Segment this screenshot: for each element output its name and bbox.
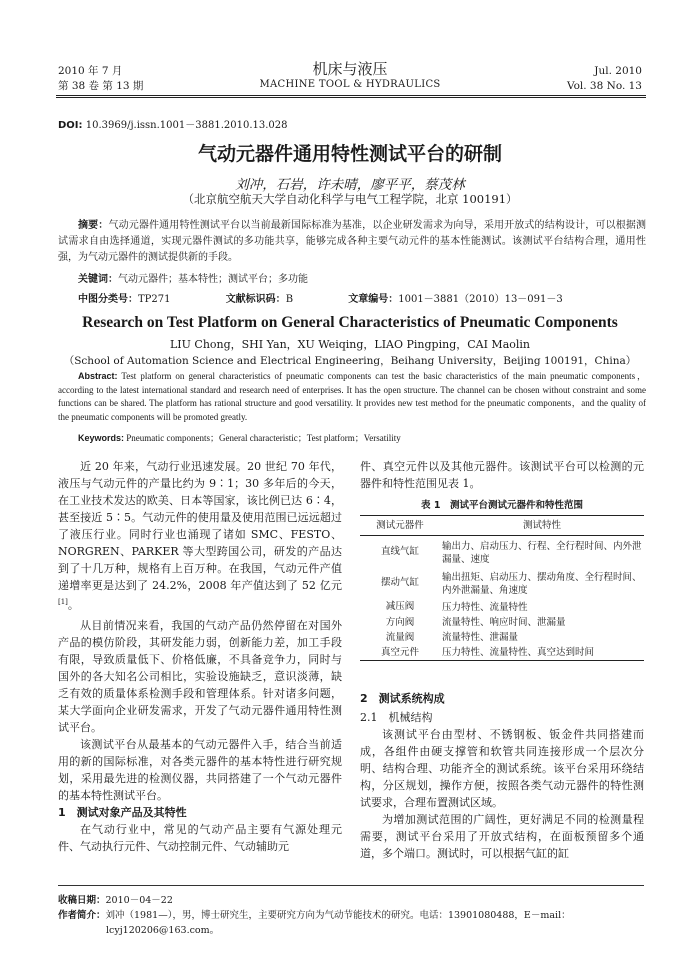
abstract-cn-text: 气动元器件通用特性测试平台以当前最新国际标准为基准，以企业研发需求为向导，采用开放式的结构设计，可以根据测试需求自由选择通道，实现元器件测试的多功能共享，能够完成各种主要气动元件的基本性能测试。该测试平台结构合理，通用性强，为气动元器件的测试提供新的手段。 [58, 220, 647, 263]
keywords-cn [78, 272, 308, 288]
header-rule-2 [56, 97, 646, 98]
table-row [360, 536, 644, 568]
paragraph-open-structure: 为增加测试范围的广阔性，更好满足不同的检测量程需要，测试平台采用了开放式结构，在面板预留多个通道，多个端口。测试时，可以根据气缸的缸 [360, 813, 644, 860]
header-volume-en: Vol. 38 No. 13 [566, 80, 642, 92]
body-right-column-top [360, 458, 644, 492]
page-title-en: Research on Test Platform on General Characteristics of Pneumatic Components [82, 314, 618, 331]
table-row [360, 598, 644, 615]
abstract-cn-label: 摘要： [78, 220, 109, 231]
journal-name-en: MACHINE TOOL & HYDRAULICS [259, 79, 441, 90]
keywords-cn-text: 气动元器件；基本特性；测试平台；多功能 [118, 274, 308, 285]
table-cell: 压力特性、流量特性 [442, 602, 528, 613]
body-left-column [58, 458, 342, 855]
table-cell: 流量特性、泄漏量 [442, 632, 519, 643]
table-cell: 压力特性、流量特性、真空达到时间 [440, 645, 644, 661]
paragraph-platform-overview: 该测试平台从最基本的气动元器件入手，结合当前适用的新的国际标准，对各类元器件的基本特性进行研究规划，采用最先进的检测仪器，共同搭建了一个气动元器件的基本特性测试平台。 [58, 737, 342, 802]
journal-name-cn: 机床与液压 [312, 60, 388, 78]
citation-ref[interactable]: [1] [58, 598, 68, 606]
doi-value: 10.3969/j.issn.1001－3881.2010.13.028 [85, 120, 288, 131]
table-row [360, 567, 644, 598]
paragraph-mechanical-structure: 该测试平台由型材、不锈钢板、钣金件共同搭建而成，各组件由硬支撑管和软管共同连接形成一个层次分明、结构合理、功能齐全的测试系统。该平台采用环绕结构，分区规划，操作方便，按照各类气动元器件的特性测试要求，合理布置测试区域。 [360, 728, 644, 809]
table-cell: 方向阀 [385, 617, 415, 628]
table-cell: 输出力、启动压力、行程、全行程时间、内外泄漏量、速度 [442, 541, 642, 565]
section-heading-2: 2 测试系统构成 [360, 692, 445, 705]
table-cell: 直线气缸 [380, 546, 419, 557]
authors-cn: 刘冲，石岩，许未晴，廖平平，蔡茂林 [235, 177, 465, 193]
classification-row [78, 290, 615, 305]
table-header-component: 测试元器件 [360, 516, 440, 536]
journal-name [220, 60, 480, 92]
author-bio: 作者简介：刘冲（1981—），男，博士研究生，主要研究方向为气动节能技术的研究。电话：13901080488，E－mail：lcyj120206@163.com。 [58, 910, 571, 936]
table-cell: 流量阀 [385, 632, 415, 643]
abstract-en-text: Test platform on general characteristics of pneumatic components can test the basic characteristics of the main pneumatic components，according to the latest international standard and research need of enterprises. It has the open structure. The channel can be chosen without constraint and some functions can be shared. The platform has rational structure and good versatility. It provides new test method for the pneumatic components，and the quality of the pneumatic components will be promoted greatly. [58, 371, 646, 422]
keywords-en-label: Keywords: [78, 433, 125, 443]
header-volume: 第 38 卷 第 13 期 [58, 80, 144, 92]
doi-line [58, 116, 288, 131]
paragraph-current-status: 从目前情况来看，我国的气动产品仍然停留在对国外产品的模仿阶段，其研发能力弱，创新能力差，加工手段有限，导致质量低下、价格低廉，不具备竞争力，同时与国外的各大知名公司相比，实验设施缺乏，意识淡薄，缺乏有效的质量体系检测手段和管理体系。针对诸多问题，某大学面向企业研发需求，开发了气动元器件通用特性测试平台。 [58, 618, 342, 734]
body-right-column-bottom [360, 690, 644, 862]
table-row [360, 645, 644, 661]
doi-label: DOI: [58, 120, 83, 131]
abstract-en [58, 370, 646, 424]
table-header-row [360, 516, 644, 536]
keywords-en [78, 431, 401, 444]
table-cell: 流量特性、响应时间、泄漏量 [442, 617, 566, 628]
footnote [58, 893, 646, 938]
paragraph-intro: 近 20 年来，气动行业迅速发展。20 世纪 70 年代，液压与气动元件的产量比约为 9∶1；30 多年后的今天，在工业技术发达的欧美、日本等国家，该比例已达 6∶4，甚至接近 5∶5。气动元件的使用量及使用范围已远远超过了液压行业。同时行业也涌现了诸如 SMC、FESTO、NORGREN、PARKER 等大型跨国公司，研发的产品达到了十几万种，规格有上百万种。在我国，气动元件产值递增率更是达到了 24.2%，2008 年产值达到了 52 亿元[1]。 [58, 460, 342, 612]
components-table [360, 515, 644, 661]
header-rule [56, 95, 646, 96]
abstract-cn [58, 218, 646, 266]
paragraph-table-intro: 件、真空元件以及其他元器件。该测试平台可以检测的元器件和特性范围见表 1。 [360, 460, 644, 490]
table-row [360, 630, 644, 645]
footnote-rule [58, 885, 644, 886]
keywords-cn-label: 关键词： [78, 274, 118, 285]
header-date-volume [58, 64, 143, 94]
authors-en: LIU Chong，SHI Yan，XU Weiqing，LIAO Pingping，CAI Maolin [169, 338, 530, 351]
page-title-cn: 气动元器件通用特性测试平台的研制 [197, 143, 502, 165]
table-cell: 减压阀 [385, 601, 415, 612]
section-heading-2-1: 2.1 机械结构 [360, 711, 433, 724]
section-heading-1: 1 测试对象产品及其特性 [58, 805, 187, 819]
paragraph-products: 在气动行业中，常见的气动产品主要有气源处理元件、气动执行元件、气动控制元件、气动辅助元 [58, 822, 342, 853]
table-caption: 表 1 测试平台测试元器件和特性范围 [421, 500, 583, 511]
abstract-en-label: Abstract: [78, 371, 118, 381]
table-header-characteristic: 测试特性 [440, 516, 644, 536]
table-cell: 真空元件 [360, 645, 440, 661]
keywords-en-text: Pneumatic components；General characteristic；Test platform；Versatility [126, 433, 401, 443]
header-date-en: Jul. 2010 [594, 65, 642, 77]
clc-number: 中图分类号：TP271 [78, 294, 171, 305]
affiliation-cn: （北京航空航天大学自动化科学与电气工程学院，北京 100191） [182, 192, 518, 206]
table-cell: 摆动气缸 [380, 577, 419, 588]
table-row [360, 615, 644, 630]
article-number: 文章编号：1001－3881（2010）13－091－3 [348, 294, 563, 305]
table-cell: 输出扭矩、启动压力、摆动角度、全行程时间、内外泄漏量、角速度 [442, 572, 642, 596]
document-code: 文献标识码：B [225, 294, 294, 305]
affiliation-en: （School of Automation Science and Electrical Engineering，Beihang University，Beijing 100191，China） [63, 355, 637, 367]
received-date: 收稿日期：2010－04－22 [58, 895, 173, 906]
header-date-volume-en [567, 64, 642, 94]
header-date: 2010 年 7 月 [58, 65, 123, 77]
